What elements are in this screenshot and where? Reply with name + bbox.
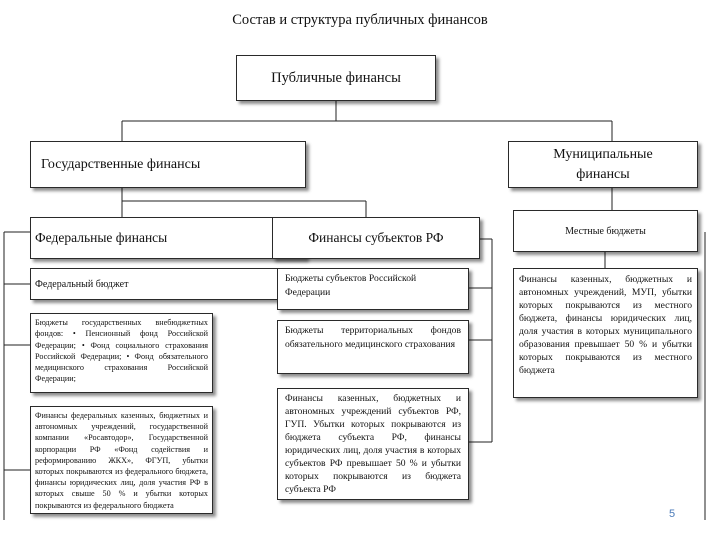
page-number: 5 <box>669 508 676 520</box>
local-budgets-label: Местные бюджеты <box>565 225 646 237</box>
federal-budget-box <box>30 268 306 300</box>
public-finance-label: Публичные финансы <box>271 69 401 86</box>
subjects-institutions-box <box>277 388 469 500</box>
federal-finance-label: Федеральные финансы <box>35 230 168 245</box>
extrabudgetary-funds-box <box>30 313 213 393</box>
subjects-budgets-text: Бюджеты субъектов Российской Федерации <box>285 273 417 298</box>
extrabudgetary-funds-text: Бюджеты государственных внебюджетных фондов: • Пенсионный фонд Российской Федерации; • Фонд социального страхования Российской Федерации; • Фонд обязательного медицинского страхования Российской Федерации; <box>35 318 208 384</box>
municipal-institutions-text: Финансы казенных, бюджетных и автономных учреждений, МУП, убытки которых покрываются из местного бюджета, финансы юридических лиц, доля участия в которых муниципального образования превышает 50 % и убытки которых покрываются из местного бюджета <box>519 274 692 376</box>
subjects-budgets-box <box>277 268 469 310</box>
public-finance-box <box>236 55 436 101</box>
state-finance-box <box>30 141 306 188</box>
federal-finance-box <box>30 217 306 259</box>
municipal-finance-box <box>508 141 698 188</box>
federal-budget-label: Федеральный бюджет <box>35 278 129 290</box>
municipal-institutions-box <box>513 268 698 398</box>
federal-institutions-box <box>30 406 213 514</box>
state-finance-label: Государственные финансы <box>41 156 201 172</box>
federal-institutions-text: Финансы федеральных казенных, бюджетных и автономных учреждений, государственной компании «Росавтодор», Государственной корпорации РФ «Фонд содействия и реформированию ЖКХ», ФГУП, убытки которых покрываются из федерального бюджета, финансы юридических лиц, доля участия РФ в которых свыше 50 % и убытки которых покрываются из федерального бюджета <box>35 411 208 510</box>
subjects-finance-label: Финансы субъектов РФ <box>308 230 444 245</box>
subjects-institutions-text: Финансы казенных, бюджетных и автономных учреждений субъектов РФ, ГУП. Убытки которых покрываются из бюджета субъекта РФ, финансы юридических лиц, доля участия в которых субъектов РФ превышает 50 % и убытки которых покрываются из бюджета субъекта РФ <box>285 393 461 495</box>
subjects-finance-box <box>272 217 480 259</box>
page-title: Состав и структура публичных финансов <box>232 12 488 28</box>
local-budgets-box <box>513 210 698 252</box>
territorial-funds-text: Бюджеты территориальных фондов обязательного медицинского страхования <box>285 325 461 350</box>
municipal-finance-label: Муниципальные финансы <box>553 146 653 182</box>
territorial-funds-box <box>277 320 469 374</box>
